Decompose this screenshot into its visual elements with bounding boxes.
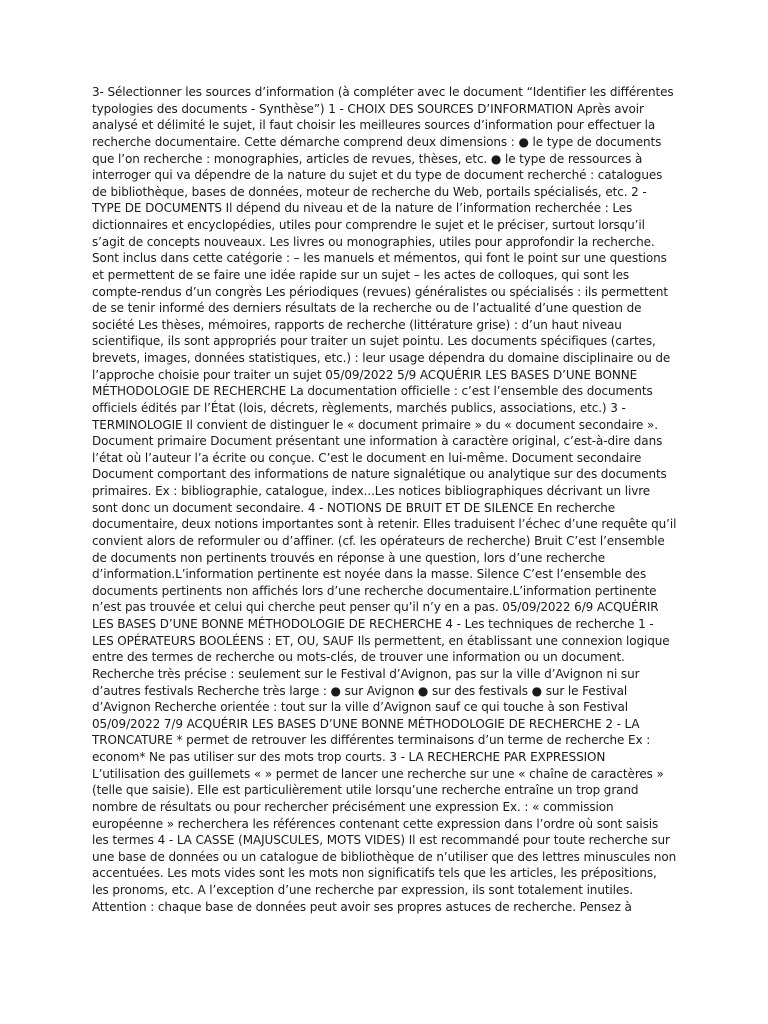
document-body-text: 3- Sélectionner les sources d’information (à compléter avec le document “Identifier les différentes typologies des documents - Synthèse”) 1 - CHOIX DES SOURCES D’INFORMATION Après avoir analysé et délimité le sujet, il faut choisir les meilleures sources d’information pour effectuer la recherche documentaire. Cette démarche comprend deux dimensions : ● le type de documents que l’on recherche : monographies, articles de revues, thèses, etc. ● le type de ressources à interroger qui va dépendre de la nature du sujet et du type de document recherché : catalogues de bibliothèque, bases de données, moteur de recherche du Web, portails spécialisés, etc. 2 - TYPE DE DOCUMENTS Il dépend du niveau et de la nature de l’information recherchée : Les dictionnaires et encyclopédies, utiles pour comprendre le sujet et le préciser, surtout lorsqu’il s’agit de concepts nouveaux. Les livres ou monographies, utiles pour approfondir la recherche. Sont inclus dans cette catégorie : – les manuels et mémentos, qui font le point sur une questions et permettent de se faire une idée rapide sur un sujet – les actes de colloques, qui sont les compte-rendus d’un congrès Les périodiques (revues) généralistes ou spécialisés : ils permettent de se tenir informé des derniers résultats de la recherche ou de l’actualité d’une question de société Les thèses, mémoires, rapports de recherche (littérature grise) : d’un haut niveau scientifique, ils sont appropriés pour traiter un sujet pointu. Les documents spécifiques (cartes, brevets, images, données statistiques, etc.) : leur usage dépendra du domaine disciplinaire ou de l’approche choisie pour traiter un sujet 05/09/2022 5/9 ACQUÉRIR LES BASES D’UNE BONNE MÉTHODOLOGIE DE RECHERCHE La documentation officielle : c’est l’ensemble des documents officiels édités par l’État (lois, décrets, règlements, marchés publics, associations, etc.) 3 - TERMINOLOGIE Il convient de distinguer le « document primaire » du « document secondaire ». Document primaire Document présentant une information à caractère original, c’est-à-dire dans l’état où l’auteur l’a écrite ou conçue. C’est le document en lui-même. Document secondaire Document comportant des informations de nature signalétique ou analytique sur des documents primaires. Ex : bibliographie, catalogue, index...Les notices bibliographiques décrivant un livre sont donc un document secondaire. 4 - NOTIONS DE BRUIT ET DE SILENCE En recherche documentaire, deux notions importantes sont à retenir. Elles traduisent l’échec d’une requête qu’il convient alors de reformuler ou d’affiner. (cf. les opérateurs de recherche) Bruit C’est l’ensemble de documents non pertinents trouvés en réponse à une question, lors d’une recherche d’information.L’information pertinente est noyée dans la masse. Silence C’est l’ensemble des documents pertinents non affichés lors d’une recherche documentaire.L’information pertinente n’est pas trouvée et celui qui cherche peut penser qu’il n’y en a pas. 05/09/2022 6/9 ACQUÉRIR LES BASES D’UNE BONNE MÉTHODOLOGIE DE RECHERCHE 4 - Les techniques de recherche 1 - LES OPÉRATEURS BOOLÉENS : ET, OU, SAUF Ils permettent, en établissant une connexion logique entre des termes de recherche ou mots-clés, de trouver une information ou un document. Recherche très précise : seulement sur le Festival d’Avignon, pas sur la ville d’Avignon ni sur d’autres festivals Recherche très large : ● sur Avignon ● sur des festivals ● sur le Festival d’Avignon Recherche orientée : tout sur la ville d’Avignon sauf ce qui touche à son Festival 05/09/2022 7/9 ACQUÉRIR LES BASES D’UNE BONNE MÉTHODOLOGIE DE RECHERCHE 2 - LA TRONCATURE * permet de retrouver les différentes terminaisons d’un terme de recherche Ex : econom* Ne pas utiliser sur des mots trop courts. 3 - LA RECHERCHE PAR EXPRESSION L’utilisation des guillemets « » permet de lancer une recherche sur une « chaîne de caractères » (telle que saisie). Elle est particulièrement utile lorsqu’une recherche entraîne un trop grand nombre de résultats ou pour rechercher précisément une expression Ex. : « commission européenne » recherchera les références contenant cette expression dans l’ordre où sont saisis les termes 4 - LA CASSE (MAJUSCULES, MOTS VIDES) Il est recommandé pour toute recherche sur une base de données ou un catalogue de bibliothèque de n’utiliser que des lettres minuscules non accentuées. Les mots vides sont les mots non significatifs tels que les articles, les prépositions, les pronoms, etc. A l’exception d’une recherche par expression, ils sont totalement inutiles. Attention : chaque base de données peut avoir ses propres astuces de recherche. Pensez à bbox=[92, 85, 677, 914]
